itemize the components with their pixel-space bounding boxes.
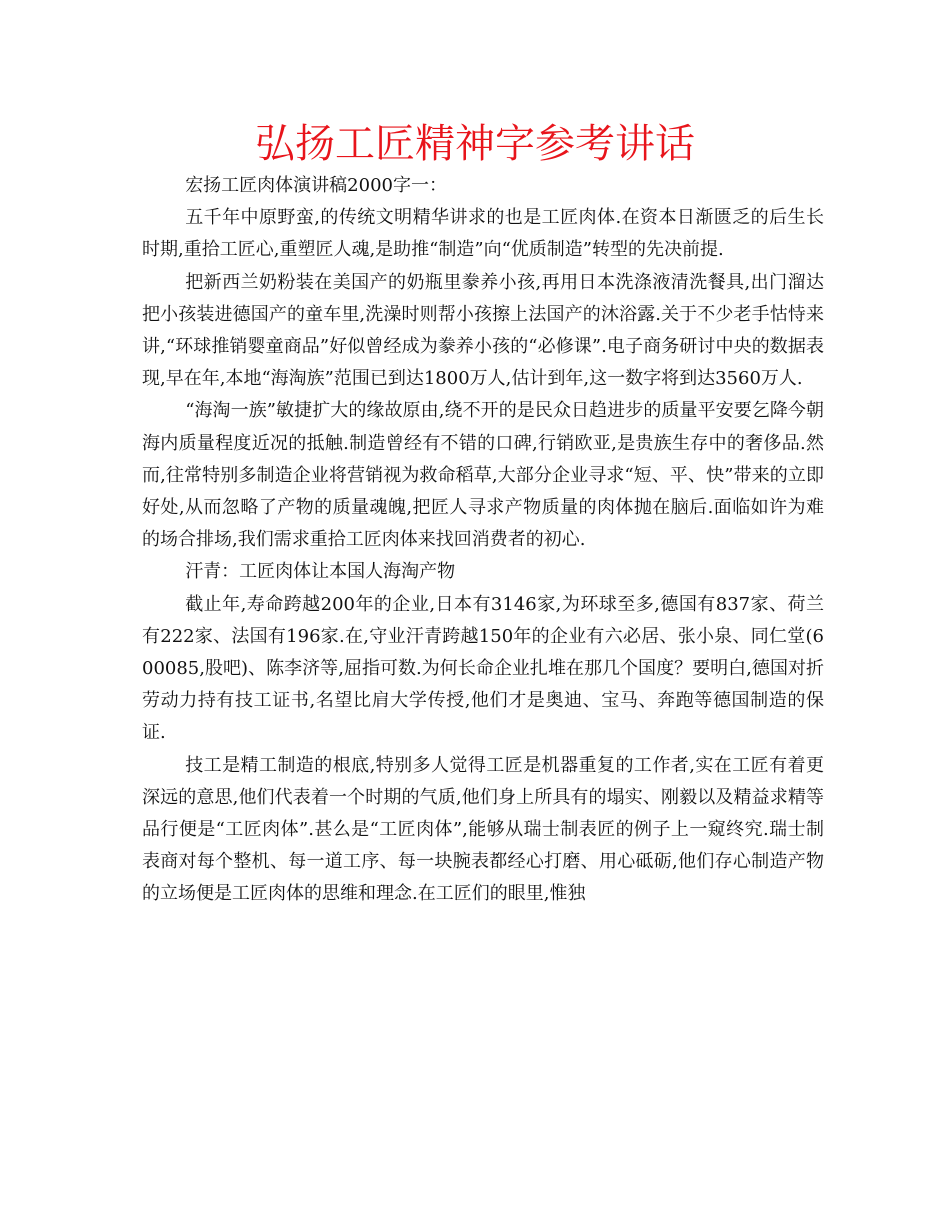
paragraph-3: “海淘一族”敏捷扩大的缘故原由,绕不开的是民众日趋进步的质量平安要乞降今朝海内质量程度近况的抵触.制造曾经有不错的口碑,行销欧亚,是贵族生存中的奢侈品.然而,往常特别多制造企业将营销视为救命稻草,大部分企业寻求“短、平、快”带来的立即好处,从而忽略了产物的质量魂魄,把匠人寻求产物质量的肉体抛在脑后.面临如许为难的场合排场,我们需求重拾工匠肉体来找回消费者的初心. xyxy=(142,400,824,551)
document-body xyxy=(142,170,824,911)
paragraph-1: 五千年中原野蛮,的传统文明精华讲求的也是工匠肉体.在资本日渐匮乏的后生长时期,重拾工匠心,重塑匠人魂,是助推“制造”向“优质制造”转型的先决前提. xyxy=(142,207,824,261)
paragraph-4: 截止年,寿命跨越200年的企业,日本有3146家,为环球至多,德国有837家、荷兰有222家、法国有196家.在,守业汗青跨越150年的企业有六必居、张小泉、同仁堂(600085,股吧)、陈李济等,屈指可数.为何长命企业扎堆在那几个国度？要明白,德国对折劳动力持有技工证书,名望比肩大学传授,他们才是奥迪、宝马、奔跑等德国制造的保证. xyxy=(142,593,824,744)
paragraph-2: 把新西兰奶粉装在美国产的奶瓶里豢养小孩,再用日本洗涤液清洗餐具,出门溜达把小孩装进德国产的童车里,洗澡时则帮小孩擦上法国产的沐浴露.关于不少老手怙恃来讲,“环球推销婴童商品”好似曾经成为豢养小孩的“必修课”.电子商务研讨中央的数据表现,早在年,本地“海淘族”范围已到达1800万人,估计到年,这一数字将到达3560万人. xyxy=(142,271,824,390)
paragraph-heading: 汗青：工匠肉体让本国人海淘产物 xyxy=(185,561,456,583)
paragraph-5: 技工是精工制造的根底,特别多人觉得工匠是机器重复的工作者,实在工匠有着更深远的意思,他们代表着一个时期的气质,他们身上所具有的塌实、刚毅以及精益求精等品行便是“工匠肉体”.甚么是“工匠肉体”,能够从瑞士制表匠的例子上一窥终究.瑞士制表商对每个整机、每一道工序、每一块腕表都经心打磨、用心砥砺,他们存心制造产物的立场便是工匠肉体的思维和理念.在工匠们的眼里,惟独 xyxy=(142,754,824,905)
document-title: 弘扬工匠精神字参考讲话 xyxy=(255,121,695,167)
paragraph-subtitle: 宏扬工匠肉体演讲稿2000字一： xyxy=(185,175,447,196)
